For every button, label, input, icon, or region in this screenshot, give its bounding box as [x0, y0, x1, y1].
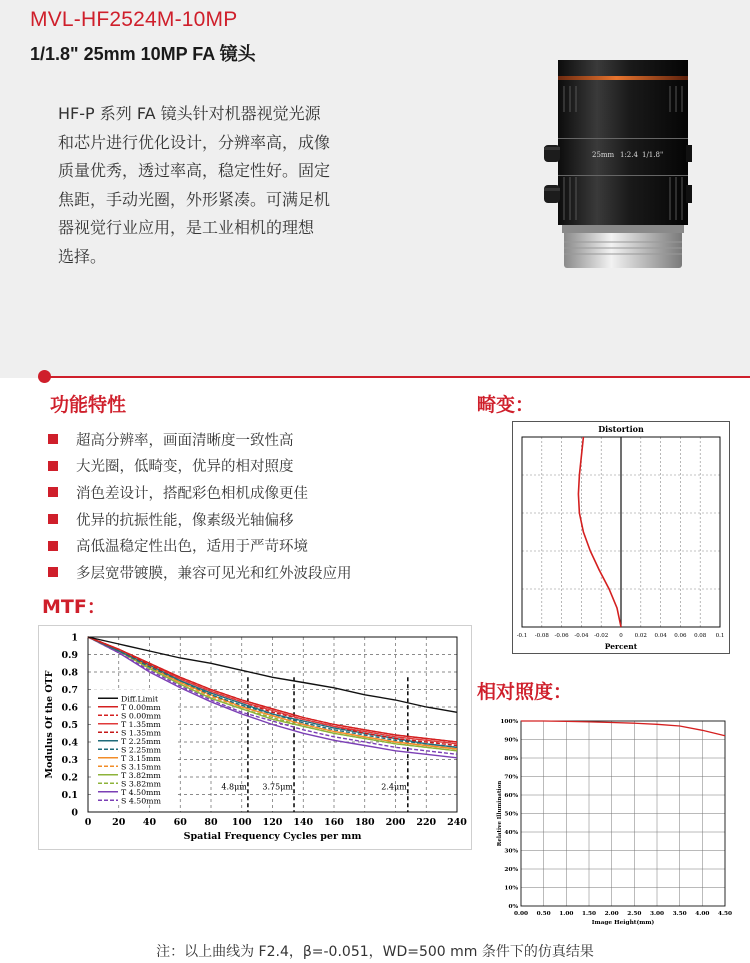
y-tick-label: 1	[71, 632, 78, 644]
section-divider	[44, 376, 750, 378]
x-axis-label: Percent	[604, 642, 638, 651]
x-tick-label: 60	[173, 817, 187, 828]
bullet-square-icon	[48, 487, 58, 497]
y-axis-label: Relative Illumination	[497, 780, 503, 847]
x-tick-label: 40	[142, 817, 157, 828]
product-intro	[58, 100, 378, 271]
x-tick-label: 120	[262, 817, 283, 828]
x-tick-label: 200	[385, 817, 406, 828]
lens-product-image	[540, 52, 710, 277]
lens-format-label: 1/1.8"	[642, 151, 664, 159]
x-axis-label: Image Height(mm)	[591, 920, 655, 926]
y-tick-label: 70%	[504, 774, 518, 781]
illumination-chart	[488, 708, 738, 930]
legend-label: S 2.25mm	[121, 745, 161, 755]
x-tick-label: 0.02	[634, 633, 647, 639]
y-tick-label: 0.5	[61, 720, 78, 731]
bullet-square-icon	[48, 541, 58, 551]
y-tick-label: 90%	[504, 737, 518, 744]
footnote: 注：以上曲线为 F2.4，β=-0.051，WD=500 mm 条件下的仿真结果	[156, 944, 594, 960]
x-tick-label: -0.1	[516, 633, 528, 639]
x-tick-label: -0.02	[594, 633, 609, 639]
y-tick-label: 0.9	[61, 650, 78, 661]
lens-focal-label: 25mm	[592, 151, 615, 159]
y-tick-label: 50%	[504, 811, 518, 818]
feature-item	[48, 506, 352, 533]
x-tick-label: 0.1	[715, 633, 725, 639]
product-model: MVL-HF2524M-10MP	[30, 8, 238, 31]
x-axis-label: Spatial Frequency Cycles per mm	[183, 831, 362, 842]
feature-text: 多层宽带镀膜，兼容可见光和红外波段应用	[76, 565, 352, 582]
y-tick-label: 0.3	[61, 755, 78, 766]
legend-label: T 1.35mm	[121, 719, 161, 729]
x-tick-label: 100	[231, 817, 252, 828]
feature-text: 消色差设计，搭配彩色相机成像更佳	[76, 485, 308, 502]
y-tick-label: 60%	[504, 793, 518, 799]
legend-label: S 0.00mm	[121, 711, 161, 721]
x-tick-label: 180	[354, 817, 375, 828]
feature-text: 优异的抗振性能，像素级光轴偏移	[76, 512, 294, 529]
x-tick-label: 2.00	[604, 911, 619, 917]
nyquist-label: 2.4μm	[381, 782, 407, 792]
x-tick-label: 0	[84, 817, 92, 828]
x-tick-label: 160	[324, 817, 344, 828]
intro-line: 选择。	[58, 246, 107, 266]
feature-item	[48, 479, 352, 506]
nyquist-label: 4.8μm	[221, 782, 247, 792]
x-tick-label: 20	[112, 817, 126, 828]
x-tick-label: 0	[619, 633, 623, 639]
y-tick-label: 20%	[504, 867, 518, 873]
x-tick-label: 1.00	[559, 911, 574, 917]
legend-label: S 4.50mm	[121, 796, 161, 806]
bullet-square-icon	[48, 461, 58, 471]
feature-text: 高低温稳定性出色，适用于严苛环境	[76, 539, 308, 556]
x-tick-label: 240	[447, 817, 467, 828]
x-tick-label: 80	[204, 817, 218, 828]
nyquist-label: 3.75μm	[262, 782, 294, 792]
y-tick-label: 40%	[504, 830, 518, 836]
y-tick-label: 0.6	[61, 702, 78, 714]
distortion-chart	[512, 421, 730, 654]
intro-line: HF-P 系列 FA 镜头针对机器视觉光源	[58, 104, 321, 123]
x-tick-label: 1.50	[581, 911, 597, 917]
y-tick-label: 0.4	[61, 737, 78, 749]
legend-label: T 4.50mm	[121, 787, 161, 797]
intro-line: 焦距，手动光圈，外形紧凑。可满足机	[58, 189, 331, 209]
feature-text: 超高分辨率，画面清晰度一致性高	[76, 432, 294, 449]
feature-item	[48, 532, 352, 559]
mtf-heading: MTF：	[42, 596, 106, 618]
x-tick-label: 0.06	[674, 633, 687, 639]
mtf-chart	[38, 625, 472, 850]
y-tick-label: 0	[71, 807, 78, 819]
x-tick-label: 140	[293, 817, 314, 828]
x-tick-label: 2.50	[627, 911, 642, 917]
x-tick-label: 0.00	[513, 911, 529, 917]
x-tick-label: 0.50	[536, 911, 551, 917]
x-tick-label: -0.06	[554, 633, 569, 639]
product-subtitle: 1/1.8" 25mm 10MP FA 镜头	[30, 44, 256, 64]
y-tick-label: 100%	[500, 719, 518, 725]
x-tick-label: 4.50	[717, 911, 733, 917]
x-tick-label: 3.50	[672, 911, 687, 917]
legend-label: S 1.35mm	[121, 728, 161, 738]
chart-title: Distortion	[598, 424, 644, 434]
y-tick-label: 0.8	[61, 667, 78, 679]
legend-label: T 2.25mm	[121, 736, 161, 746]
illumination-curve	[521, 721, 725, 736]
x-tick-label: 4.00	[695, 911, 710, 917]
y-tick-label: 0.7	[61, 685, 78, 696]
illumination-heading: 相对照度：	[477, 681, 573, 703]
feature-text: 大光圈，低畸变，优异的相对照度	[76, 459, 294, 476]
x-tick-label: 3.00	[649, 911, 665, 917]
bullet-square-icon	[48, 567, 58, 577]
x-tick-label: -0.08	[534, 633, 549, 639]
y-axis-label: Modulus Of the OTF	[44, 670, 55, 779]
x-tick-label: 220	[416, 817, 437, 828]
feature-item	[48, 453, 352, 480]
y-tick-label: 10%	[504, 885, 518, 892]
intro-line: 和芯片进行优化设计，分辨率高，成像	[58, 132, 331, 152]
x-tick-label: 0.04	[654, 633, 667, 639]
legend-label: T 0.00mm	[121, 702, 161, 712]
features-heading: 功能特性	[50, 394, 127, 416]
y-tick-label: 80%	[504, 756, 518, 762]
intro-line: 质量优秀，透过率高，稳定性好。固定	[58, 161, 331, 180]
feature-item	[48, 426, 352, 453]
distortion-heading: 畸变：	[477, 394, 535, 416]
bullet-square-icon	[48, 434, 58, 444]
legend-label: S 3.15mm	[121, 762, 161, 772]
legend-label: Diff.Limit	[121, 694, 159, 704]
y-tick-label: 30%	[504, 848, 518, 855]
feature-item	[48, 559, 352, 586]
legend-label: T 3.15mm	[121, 753, 161, 763]
lens-aperture-label: 1:2.4	[620, 151, 638, 159]
x-tick-label: -0.04	[574, 633, 589, 639]
intro-line: 器视觉行业应用，是工业相机的理想	[58, 218, 315, 237]
y-tick-label: 0.1	[61, 790, 78, 801]
bullet-square-icon	[48, 514, 58, 524]
y-tick-label: 0%	[508, 904, 518, 910]
legend-label: T 3.82mm	[121, 770, 161, 780]
legend-label: S 3.82mm	[121, 779, 161, 789]
section-divider-dot	[38, 370, 51, 383]
y-tick-label: 0.2	[61, 772, 78, 784]
feature-list	[48, 426, 352, 586]
x-tick-label: 0.08	[694, 633, 707, 639]
